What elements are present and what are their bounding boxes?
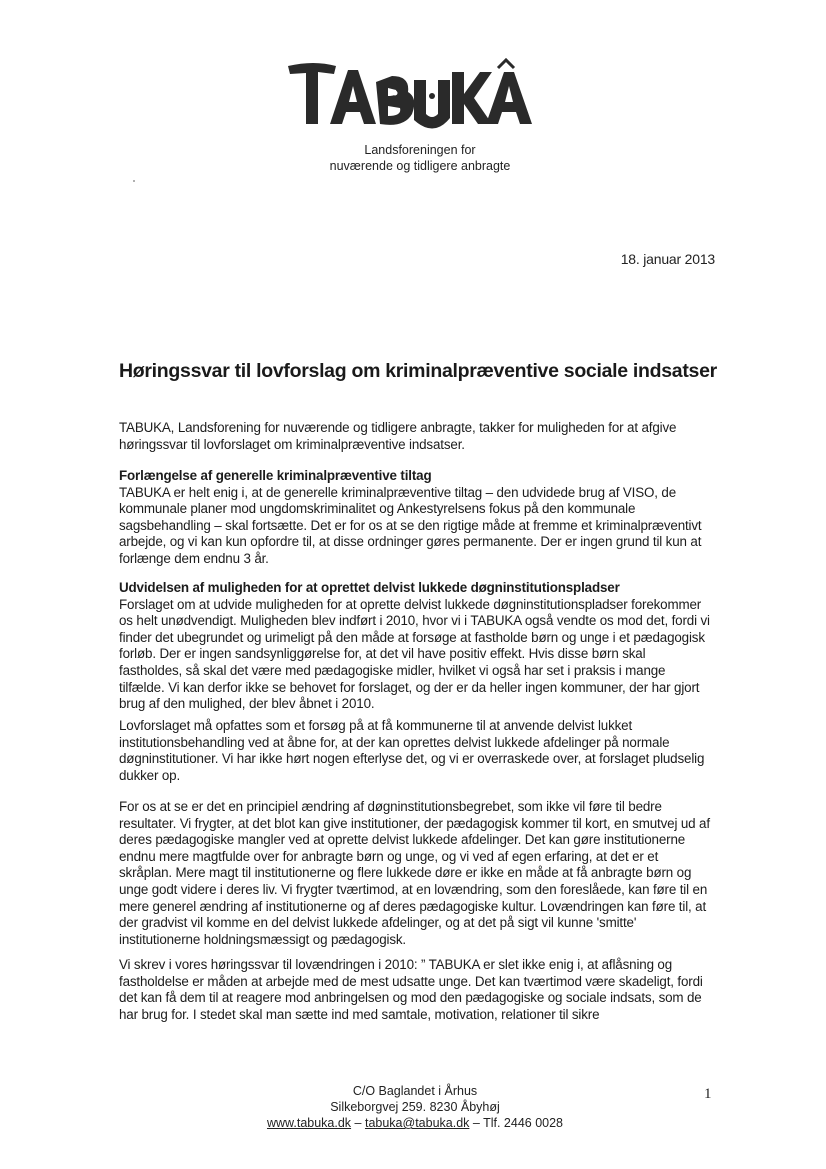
intro-text: TABUKA, Landsforening for nuværende og tidligere anbragte, takker for muligheden for at afgive høringssvar til lovforslaget om kriminalpræventive indsatser. — [119, 420, 677, 452]
paragraph3-text: Lovforslaget må opfattes som et forsøg på at få kommunerne til at anvende delvist lukket institutionsbehandling ved at åbne for, at der kan oprettes delvist lukkede afdelinger på normale døgninstitutioner. Vi har ikke hørt nogen efterlyse det, og vi er overraskede over, at forslaget pludselig dukker op. — [119, 718, 705, 783]
footer-phone: – Tlf. 2446 0028 — [469, 1116, 563, 1130]
paragraph5-text: Vi skrev i vores høringssvar til lovændringen i 2010: ” TABUKA er slet ikke enig i, at aflåsning og fastholdelse er måden at arbejde med de mest udsatte unge. Det kan tværtimod være skadeligt, fordi det kan få dem til at reagere mod anbringelsen og mod den pædagogiske og sociale indsats, som de har brug for. I stedet skal man sætte ind med samtale, motivation, relationer til sikre — [119, 957, 703, 1022]
paragraph-4 — [119, 799, 711, 948]
email-link[interactable]: tabuka@tabuka.dk — [364, 1116, 470, 1130]
section1-heading: Forlængelse af generelle kriminalpræventive tiltag — [119, 468, 432, 483]
footer-contact-line — [210, 1115, 620, 1131]
tabuka-logo — [284, 58, 534, 138]
paragraph-5 — [119, 957, 711, 1023]
paragraph4-text: For os at se er det en principiel ændring af døgninstitutionsbegrebet, som ikke vil føre til bedre resultater. Vi frygter, at det blot kan give institutioner, der pædagogisk kommer til kort, en smutvej ud af deres pædagogiske mangler ved at oprette delvist lukkede afdelinger. Det kan gøre institutionerne endnu mere magtfulde over for anbragte børn og unge, og vi ved af egen erfaring, at det er et skråplan. Mere magt til institutionerne og flere lukkede døre er ikke en måde at få anbragte børn og unge godt videre i deres liv. Vi frygter tværtimod, at en lovændring, som den foreslåede, kan føre til en mere generel ændring af institutionerne og af deres pædagogiske kultur. Lovændringen kan føre til, at der gradvist vil komme en del delvist lukkede afdelinger, og at det på sigt vil kunne 'smitte' institutionerne holdningsmæssigt og pædagogisk. — [119, 799, 710, 947]
website-link[interactable]: www.tabuka.dk — [266, 1116, 352, 1130]
org-subtitle-line2: nuværende og tidligere anbragte — [329, 159, 511, 173]
footer-separator: – — [351, 1116, 365, 1130]
footer-address-line1: C/O Baglandet i Århus — [352, 1084, 478, 1098]
scan-speck — [133, 180, 135, 182]
section-closed-institutions — [119, 580, 711, 713]
page-number: 1 — [704, 1086, 712, 1102]
section2-heading: Udvidelsen af muligheden for at oprettet delvist lukkede døgninstitutionspladser — [119, 580, 620, 595]
section-general-measures — [119, 468, 711, 568]
footer-address-line2: Silkeborgvej 259. 8230 Åbyhøj — [330, 1100, 500, 1114]
letter-date: 18. januar 2013 — [620, 251, 715, 267]
paragraph-3 — [119, 718, 711, 784]
document-title: Høringssvar til lovforslag om kriminalpræventive sociale indsatser — [119, 360, 717, 382]
section2-body: Forslaget om at udvide muligheden for at oprette delvist lukkede døgninstitutionspladser forekommer os helt unødvendigt. Muligheden blev indført i 2010, hvor vi i TABUKA også vendte os mod det, fordi vi finder det ubegrundet og urimeligt på den måde at forsøge at fastholde børn og unge i et pædagogisk forløb. Der er ingen sandsynliggørelse for, at det vil have positiv effekt. Hvis disse børn skal fastholdes, så skal det være med pædagogiske midler, hvilket vi også har set i praksis i mange tilfælde. Vi kan derfor ikke se behovet for forslaget, og der er da heller ingen kommuner, der har gjort brug af den mulighed, der blev åbnet i 2010. — [119, 596, 710, 712]
intro-paragraph — [119, 420, 711, 453]
org-subtitle-line1: Landsforeningen for — [364, 143, 476, 157]
section1-body: TABUKA er helt enig i, at de generelle kriminalpræventive tiltag – den udvidede brug af VISO, de kommunale planer mod ungdomskriminalitet og Ankestyrelsens fokus på den kommunale sagsbehandling – skal fortsætte. Det er for os at se den rigtige måde at fremme et kriminalpræventivt arbejde, og vi kan kun opfordre til, at disse ordninger gøres permanente. Der er ingen grund til kun at forlænge dem endnu 3 år. — [119, 484, 702, 566]
